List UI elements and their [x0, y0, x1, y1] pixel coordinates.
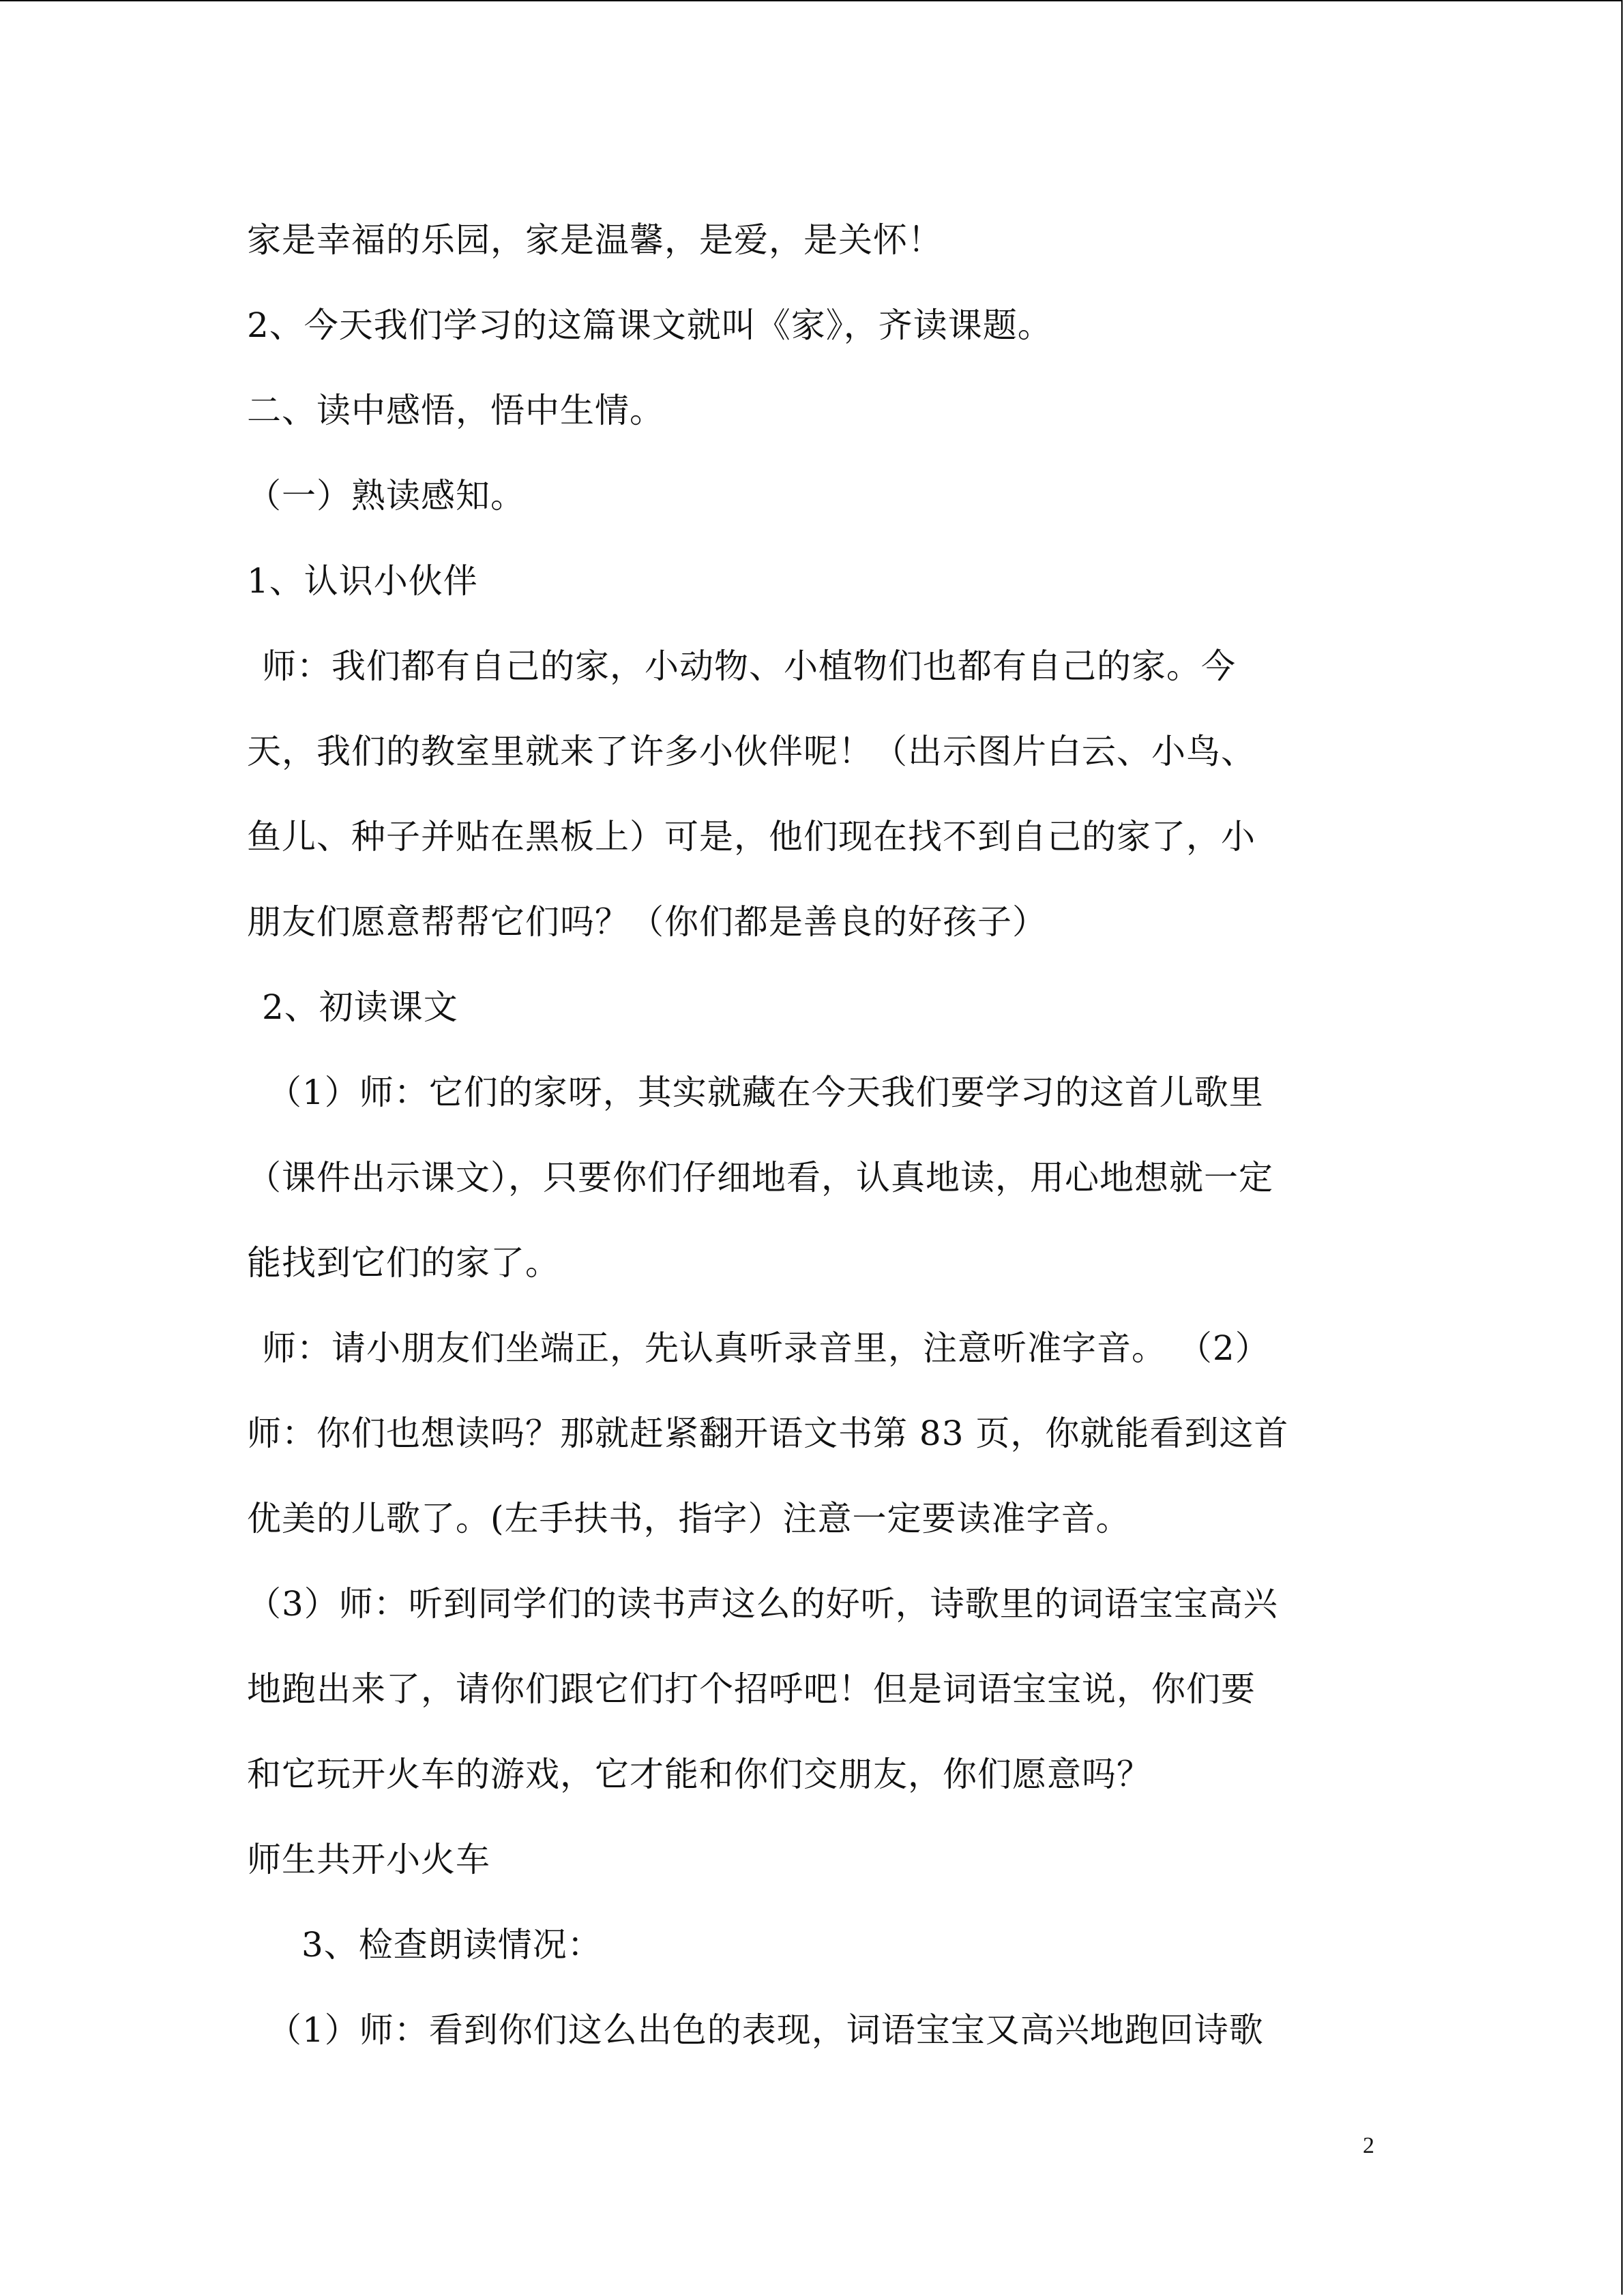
document-body: [247, 198, 1379, 2073]
text-line: 能找到它们的家了。: [247, 1243, 560, 1283]
subsection-heading: （一）熟读感知。: [247, 476, 525, 516]
text-line: 3、检查朗读情况：: [301, 1925, 602, 1965]
text-line: 师：你们也想读吗？那就赶紧翻开语文书第 83 页，你就能看到这首: [247, 1414, 1289, 1453]
text-line: 家是幸福的乐园，家是温馨，是爱，是关怀！: [247, 220, 943, 260]
text-line: 1、认识小伙伴: [247, 561, 478, 601]
text-line: 2、今天我们学习的这篇课文就叫《家》，齐读课题。: [247, 305, 1052, 345]
text-line: 师：请小朋友们坐端正，先认真听录音里，注意听准字音。 （2）: [262, 1328, 1270, 1368]
text-line: 2、初读课文: [262, 987, 458, 1027]
text-line: （1）师：它们的家呀，其实就藏在今天我们要学习的这首儿歌里: [267, 1073, 1264, 1112]
text-line: 师：我们都有自己的家，小动物、小植物们也都有自己的家。今: [262, 646, 1236, 686]
section-heading: 二、读中感悟，悟中生情。: [247, 391, 664, 430]
text-line: 朋友们愿意帮帮它们吗？（你们都是善良的好孩子）: [247, 902, 1047, 942]
text-line: （课件出示课文），只要你们仔细地看，认真地读，用心地想就一定: [247, 1158, 1273, 1197]
text-line: （1）师：看到你们这么出色的表现，词语宝宝又高兴地跑回诗歌: [267, 2010, 1264, 2050]
text-line: 鱼儿、种子并贴在黑板上）可是，他们现在找不到自己的家了，小: [247, 817, 1256, 856]
text-line: 天，我们的教室里就来了许多小伙伴呢！（出示图片白云、小鸟、: [247, 732, 1256, 771]
text-line: 优美的儿歌了。(左手扶书，指字）注意一定要读准字音。: [247, 1499, 1131, 1538]
text-line: （3）师：听到同学们的读书声这么的好听，诗歌里的词语宝宝高兴: [247, 1584, 1278, 1624]
text-line: 和它玩开火车的游戏，它才能和你们交朋友，你们愿意吗？: [247, 1755, 1151, 1794]
text-line: 地跑出来了，请你们跟它们打个招呼吧！但是词语宝宝说，你们要: [247, 1669, 1256, 1709]
page-number: 2: [1363, 2133, 1374, 2158]
text-line: 师生共开小火车: [247, 1840, 490, 1879]
